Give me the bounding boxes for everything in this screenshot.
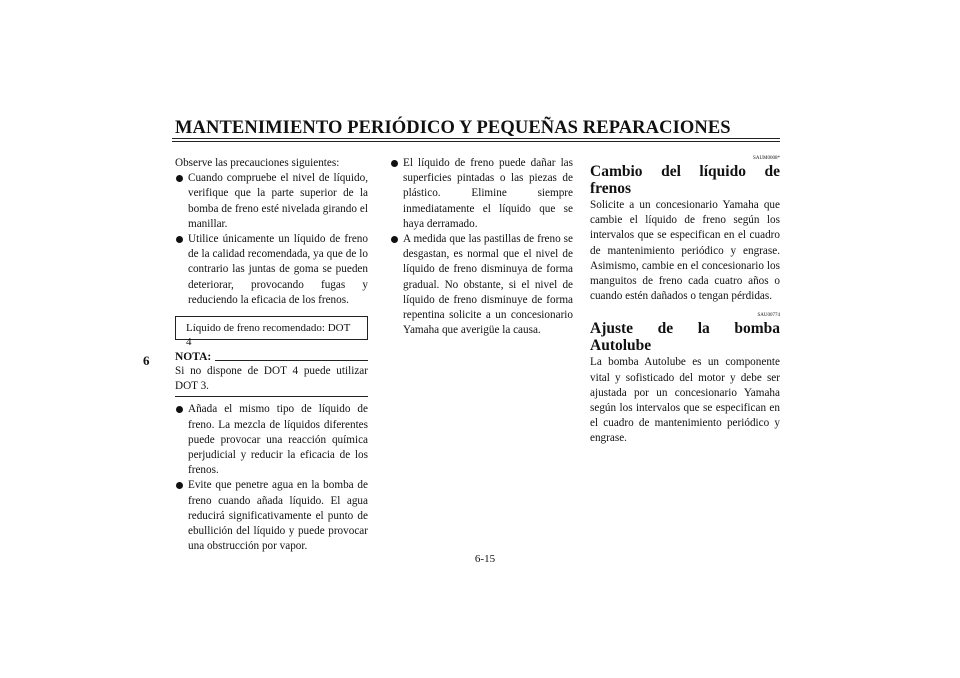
column-left — [175, 156, 368, 554]
note-text: Si no dispone de DOT 4 puede utilizar DOT 3. — [175, 365, 368, 393]
page-number: 6-15 — [474, 553, 496, 565]
list-item — [175, 171, 368, 232]
bullet-icon — [391, 160, 398, 167]
page-header-title: MANTENIMIENTO PERIÓDICO Y PEQUEÑAS REPARACIONES — [175, 118, 731, 138]
section-body-brake-fluid: Solicite a un concesionario Yamaha que cambie el líquido de freno según los intervalos que se especifican en el cuadro de mantenimiento periódico y engrase. Asimismo, cambie en el concesionario los manguitos de freno cada cuatro años o cuando estén dañados o tengan pérdidas. — [590, 199, 780, 303]
list-item-text: Añada el mismo tipo de líquido de freno. La mezcla de líquidos diferentes puede provocar una reacción química perjudicial y reducir la eficacia de los frenos. — [188, 403, 368, 477]
bullet-icon — [176, 175, 183, 182]
list-item — [175, 478, 368, 554]
section-title-autolube: Ajuste de la bomba Autolube — [590, 320, 780, 355]
list-item-text: Cuando compruebe el nivel de líquido, verifique que la parte superior de la bomba de freno esté nivelada girando el manillar. — [188, 172, 368, 230]
list-item-text: El líquido de freno puede dañar las superficies pintadas o las piezas de plástico. Elimine siempre inmediatamente el líquido que se haya derramado. — [403, 157, 573, 230]
list-item — [390, 156, 573, 232]
precautions-list — [175, 171, 368, 308]
list-item-text: Utilice únicamente un líquido de freno de la calidad recomendada, ya que de lo contrario las juntas de goma se pueden deteriorar, provocando fugas y reduciendo la eficacia de los frenos. — [188, 233, 368, 306]
list-item-text: A medida que las pastillas de freno se desgastan, es normal que el nivel de líquido de freno disminuya de forma gradual. No obstante, si el nivel de líquido de freno disminuye de forma repentina solicite a un concesionario Yamaha que averigüe la causa. — [403, 233, 573, 337]
note-label: NOTA: — [175, 351, 212, 364]
list-item — [390, 232, 573, 338]
bullet-icon — [391, 236, 398, 243]
section-code: SAUM0008* — [753, 156, 780, 161]
section-title-brake-fluid: Cambio del líquido de frenos — [590, 163, 780, 197]
section-code: SAU00774 — [757, 313, 780, 319]
header-rule-thin — [172, 141, 780, 142]
list-item-text: Evite que penetre agua en la bomba de freno cuando añada líquido. El agua reducirá significativamente el punto de ebullición del líquido y puede provocar una obstrucción por vapor. — [188, 479, 368, 553]
list-item — [175, 232, 368, 308]
note-heading — [175, 350, 368, 364]
intro-text: Observe las precauciones siguientes: — [175, 157, 340, 169]
spec-box: Líquido de freno recomendado: DOT 4 — [175, 316, 368, 340]
precautions-list-3 — [390, 156, 573, 338]
column-middle — [390, 156, 573, 338]
note-end-rule — [175, 396, 368, 397]
section-body-autolube: La bomba Autolube es un componente vital y sofisticado del motor y debe ser ajustada por un concesionario Yamaha según los intervalos que se especifican en el cuadro de mantenimiento periódico y engrase. — [590, 356, 780, 445]
column-right — [590, 156, 780, 447]
chapter-tab: 6 — [143, 353, 150, 368]
bullet-icon — [176, 236, 183, 243]
list-item — [175, 402, 368, 478]
note-heading-rule — [215, 360, 368, 361]
header-rule — [172, 138, 780, 139]
bullet-icon — [176, 482, 183, 489]
bullet-icon — [176, 406, 183, 413]
precautions-list-2 — [175, 402, 368, 554]
